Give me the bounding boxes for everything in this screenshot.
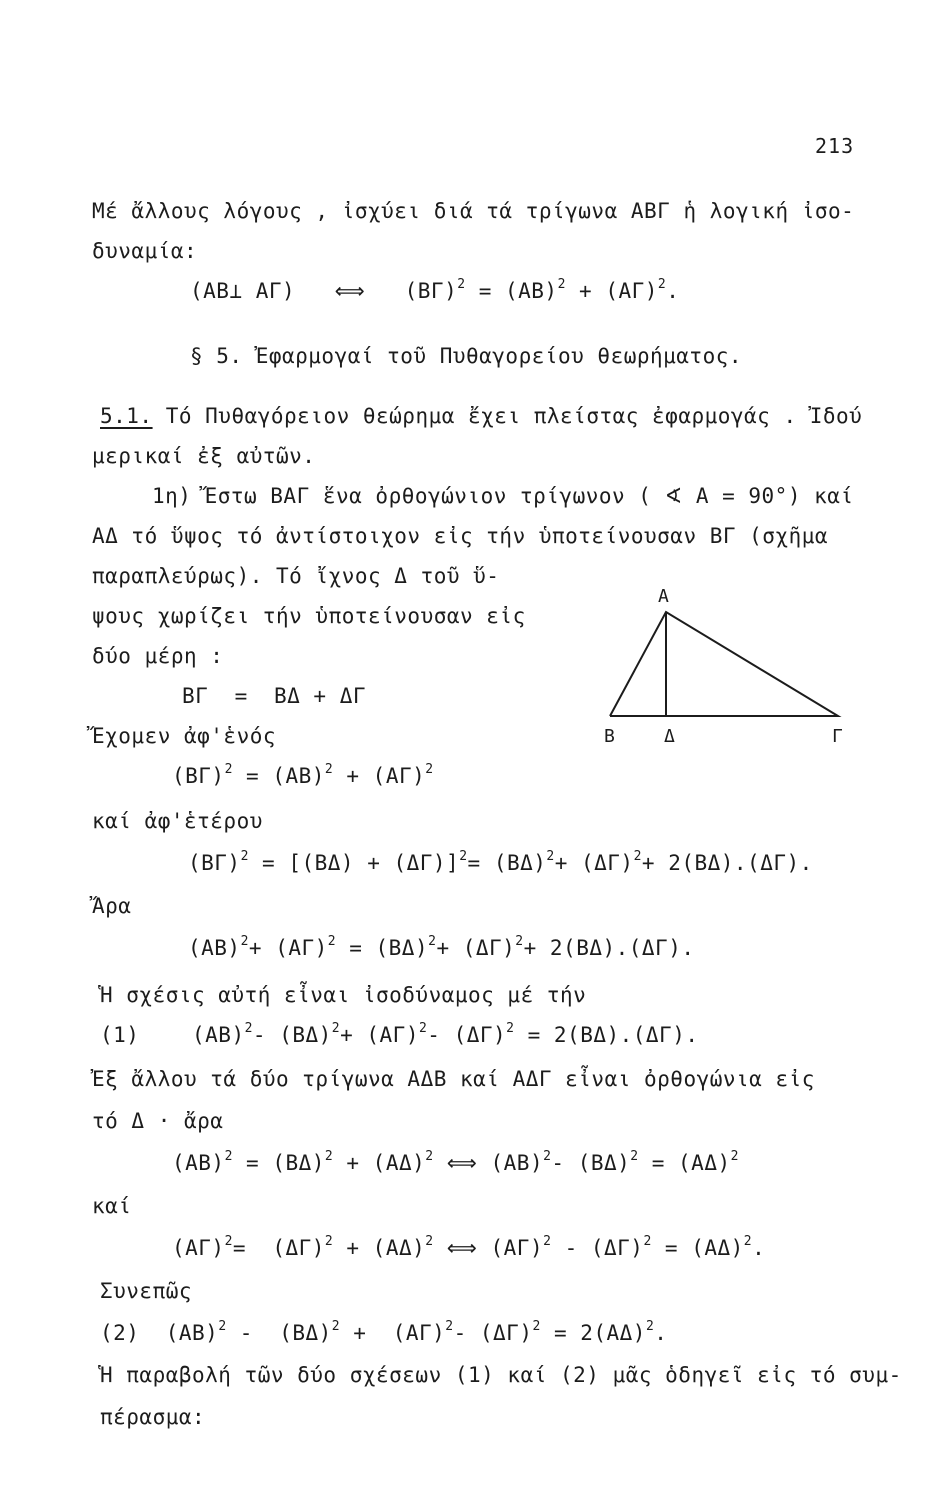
superscript: 2 bbox=[743, 1234, 753, 1249]
superscript: 2 bbox=[324, 1149, 334, 1164]
superscript: 2 bbox=[428, 934, 437, 949]
superscript: 2 bbox=[630, 1149, 639, 1164]
equivalence-arrow: ⟺ bbox=[334, 279, 366, 303]
eq-part: (ΑΒ⊥ ΑΓ) bbox=[190, 279, 296, 303]
eq-part: (ΑΓ) bbox=[172, 1236, 225, 1260]
superscript: 2 bbox=[543, 1149, 552, 1164]
superscript: 2 bbox=[224, 1149, 233, 1164]
eq-part: (ΑΒ) bbox=[188, 936, 241, 960]
text-line: Ἄρα bbox=[92, 894, 132, 918]
text-line: ψους χωρίζει τήν ὑποτείνουσαν εἰς bbox=[92, 604, 526, 628]
equation bbox=[190, 278, 679, 308]
eq-part: - (ΒΔ) bbox=[226, 1321, 332, 1345]
triangle-outline bbox=[610, 612, 838, 716]
eq-part: + (ΔΓ) bbox=[554, 851, 634, 875]
text-line: Ἔχομεν ἀφ'ἑνός bbox=[92, 724, 277, 748]
text-line: Μέ ἄλλους λόγους , ἰσχύει διά τά τρίγωνα ΑΒΓ ἡ λογική ἰσο- bbox=[92, 199, 855, 223]
superscript: 2 bbox=[224, 762, 233, 777]
equation: ΒΓ = ΒΔ + ΔΓ bbox=[182, 684, 367, 708]
eq-part: + (ΑΔ) bbox=[333, 1151, 426, 1175]
equation bbox=[188, 935, 695, 965]
eq-part: = (ΒΔ) bbox=[232, 1151, 325, 1175]
eq-part: - (ΔΓ) bbox=[453, 1321, 533, 1345]
superscript: 2 bbox=[506, 1021, 515, 1036]
superscript: 2 bbox=[324, 1234, 334, 1249]
superscript: 2 bbox=[546, 849, 555, 864]
eq-part: - (ΒΔ) bbox=[252, 1023, 332, 1047]
superscript: 2 bbox=[459, 849, 468, 864]
eq-part: + (ΑΔ) bbox=[333, 1236, 426, 1260]
eq-part: + (ΑΓ) bbox=[340, 1321, 446, 1345]
text-line: Ἐξ ἄλλου τά δύο τρίγωνα ΑΔΒ καί ΑΔΓ εἶναι ὀρθογώνια εἰς bbox=[92, 1067, 815, 1091]
superscript: 2 bbox=[543, 1234, 552, 1249]
text-line: δυναμία: bbox=[92, 239, 198, 263]
superscript: 2 bbox=[418, 1021, 428, 1036]
eq-part: + 2(ΒΔ).(ΔΓ). bbox=[641, 851, 813, 875]
text-line: 1η) Ἔστω ΒΑΓ ἕνα ὀρθογώνιον τρίγωνον ( ∢ Α = 90°) καί bbox=[152, 484, 854, 508]
superscript: 2 bbox=[445, 1319, 454, 1334]
eq-part: (ΒΓ) bbox=[188, 851, 241, 875]
eq-part: (ΒΓ) bbox=[172, 764, 225, 788]
equation bbox=[172, 763, 434, 793]
equation bbox=[188, 850, 813, 880]
eq-part: + (ΑΓ) bbox=[340, 1023, 419, 1047]
superscript: 2 bbox=[532, 1319, 541, 1334]
superscript: 2 bbox=[515, 934, 524, 949]
eq-part: = (ΑΔ) bbox=[651, 1236, 744, 1260]
superscript: 2 bbox=[331, 1319, 341, 1334]
foot-label-d: Δ bbox=[664, 726, 675, 747]
triangle-figure bbox=[590, 580, 860, 750]
superscript: 2 bbox=[244, 1021, 253, 1036]
equation-number: (1) bbox=[100, 1023, 140, 1047]
eq-part: (ΑΒ) bbox=[490, 1151, 544, 1175]
superscript: 2 bbox=[657, 277, 667, 292]
superscript: 2 bbox=[645, 1319, 655, 1334]
eq-part: = [(ΒΔ) + (ΔΓ)] bbox=[248, 851, 460, 875]
text-line: καί bbox=[92, 1194, 132, 1218]
equation bbox=[172, 1150, 739, 1180]
superscript: 2 bbox=[240, 934, 249, 949]
text-line: πέρασμα: bbox=[100, 1405, 206, 1429]
text-span: Τό Πυθαγόρειον θεώρημα ἔχει πλείστας ἐφαρμογάς . Ἰδού bbox=[165, 404, 863, 428]
superscript: 2 bbox=[425, 762, 434, 777]
vertex-label-g: Γ bbox=[832, 726, 843, 747]
eq-part: = (ΑΔ) bbox=[638, 1151, 731, 1175]
equation bbox=[172, 1235, 765, 1265]
text-line: καί ἀφ'ἑτέρου bbox=[92, 809, 263, 833]
eq-part: + (ΑΓ) bbox=[248, 936, 328, 960]
superscript: 2 bbox=[643, 1234, 652, 1249]
equation bbox=[100, 1320, 667, 1350]
superscript: 2 bbox=[425, 1234, 434, 1249]
eq-part: = 2(ΒΔ).(ΔΓ). bbox=[514, 1023, 699, 1047]
eq-part: (ΒΓ) bbox=[404, 279, 458, 303]
eq-part: = (ΑΒ) bbox=[232, 764, 325, 788]
page-number: 213 bbox=[815, 134, 855, 158]
superscript: 2 bbox=[240, 849, 249, 864]
text-line: Ἡ σχέσις αὐτή εἶναι ἰσοδύναμος μέ τήν bbox=[100, 983, 587, 1007]
text-line: Συνεπῶς bbox=[100, 1279, 193, 1303]
text-line: Ἡ παραβολή τῶν δύο σχέσεων (1) καί (2) μᾶς ὁδηγεῖ εἰς τό συμ- bbox=[100, 1363, 902, 1387]
eq-part: + 2(ΒΔ).(ΔΓ). bbox=[523, 936, 695, 960]
superscript: 2 bbox=[457, 277, 466, 292]
eq-part: (ΑΒ) bbox=[172, 1151, 225, 1175]
eq-part: = (ΔΓ) bbox=[232, 1236, 325, 1260]
equivalence-arrow: ⟺ bbox=[446, 1236, 478, 1260]
eq-part: + (ΑΓ) bbox=[579, 279, 658, 303]
superscript: 2 bbox=[557, 277, 566, 292]
section-title: § 5. Ἐφαρμογαί τοῦ Πυθαγορείου θεωρήματος. bbox=[190, 344, 743, 368]
superscript: 2 bbox=[331, 1021, 341, 1036]
superscript: 2 bbox=[218, 1319, 227, 1334]
eq-part: = (ΒΔ) bbox=[336, 936, 429, 960]
eq-part: - (ΔΓ) bbox=[427, 1023, 507, 1047]
subsection-number: 5.1. bbox=[100, 404, 153, 428]
text-line: τό Δ · ἄρα bbox=[92, 1109, 224, 1133]
vertex-label-a: Α bbox=[658, 586, 669, 607]
subsection-line bbox=[100, 403, 862, 429]
eq-part: + (ΑΓ) bbox=[333, 764, 426, 788]
eq-part: = (ΑΒ) bbox=[478, 279, 558, 303]
superscript: 2 bbox=[730, 1149, 739, 1164]
equation bbox=[100, 1022, 699, 1052]
equivalence-arrow: ⟺ bbox=[446, 1151, 478, 1175]
eq-part: + (ΔΓ) bbox=[436, 936, 516, 960]
superscript: 2 bbox=[633, 849, 642, 864]
text-line: παραπλεύρως). Τό ἴχνος Δ τοῦ ὕ- bbox=[92, 564, 500, 588]
text-line: δύο μέρη : bbox=[92, 644, 224, 668]
text-line: μερικαί ἐξ αὐτῶν. bbox=[92, 444, 316, 468]
eq-part: . bbox=[666, 279, 680, 303]
superscript: 2 bbox=[324, 762, 334, 777]
eq-part: . bbox=[654, 1321, 668, 1345]
eq-part: - (ΔΓ) bbox=[551, 1236, 644, 1260]
eq-part: = (ΒΔ) bbox=[467, 851, 547, 875]
superscript: 2 bbox=[425, 1149, 434, 1164]
eq-part: (ΑΒ) bbox=[165, 1321, 219, 1345]
equation-number: (2) bbox=[100, 1321, 140, 1345]
superscript: 2 bbox=[224, 1234, 233, 1249]
superscript: 2 bbox=[327, 934, 337, 949]
eq-part: - (ΒΔ) bbox=[551, 1151, 631, 1175]
eq-part: . bbox=[752, 1236, 766, 1260]
eq-part: (ΑΒ) bbox=[192, 1023, 245, 1047]
vertex-label-b: Β bbox=[604, 726, 615, 747]
eq-part: (ΑΓ) bbox=[490, 1236, 544, 1260]
eq-part: = 2(ΑΔ) bbox=[540, 1321, 646, 1345]
text-line: ΑΔ τό ὕψος τό ἀντίστοιχον εἰς τήν ὑποτείνουσαν ΒΓ (σχῆμα bbox=[92, 524, 829, 548]
